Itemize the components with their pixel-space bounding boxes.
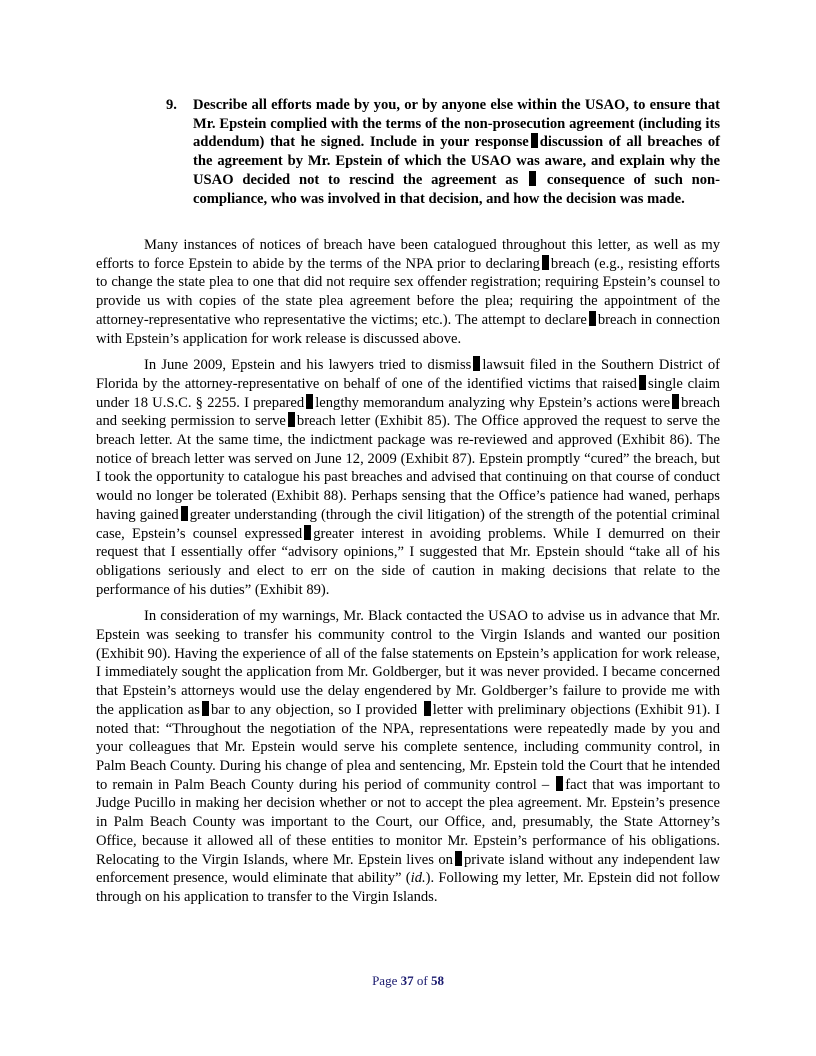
redaction-mark: [306, 394, 313, 409]
redaction-mark: [556, 776, 563, 791]
question-text-part-2: discussion of all breaches of the agreement by Mr. Epstein of which the USAO was aware, and explain why the USAO decided not to rescind the agreement as: [193, 134, 720, 188]
redaction-mark: [589, 311, 596, 326]
question-9: [166, 96, 720, 208]
text-run: single claim under 18 U.S.C. § 2255. I prepared: [96, 375, 720, 411]
redaction-mark: [473, 356, 480, 371]
text-run: In June 2009, Epstein and his lawyers tried to dismiss: [144, 357, 472, 374]
letter-body: [96, 236, 720, 915]
question-number: 9.: [166, 97, 177, 113]
paragraph-breach-catalogue: [96, 236, 720, 348]
text-run: breach and seeking permission to serve: [96, 394, 720, 430]
paragraph-virgin-islands: [96, 607, 720, 906]
redaction-mark: [672, 394, 679, 409]
text-run: breach (e.g., resisting efforts to change the state plea to one that did not require sex offender registration; requiring Epstein’s counsel to provide us with copies of the state plea agreement before the plea; requiring the appointment of the attorney-representative who representative the victims; etc.). The attempt to declare: [96, 255, 720, 328]
text-run: letter with preliminary objections (Exhibit 91). I noted that: “Throughout the negotiation of the NPA, representations were repeatedly made by you and your colleagues that Mr. Epstein would serve his complete sentence, including community control, in Palm Beach County. During his change of plea and sentencing, Mr. Epstein told the Court that he intended to remain in Palm Beach County during his period of community control –: [96, 701, 720, 793]
page-label: Page: [372, 973, 398, 988]
redaction-mark: [455, 851, 462, 866]
question-text-part-3: consequence of such non-compliance, who was involved in that decision, and how the decision was made.: [193, 171, 720, 207]
redaction-mark: [542, 255, 549, 270]
text-run: private island without any independent law enforcement presence, would eliminate that ability” (: [96, 851, 720, 887]
text-run: bar to any objection, so I provided: [210, 701, 418, 718]
text-run: ). Following my letter, Mr. Epstein did not follow through on his application to transfer to the Virgin Islands.: [96, 870, 720, 905]
page-total: 58: [430, 973, 444, 988]
paragraph-june-2009: [96, 356, 720, 599]
redaction-mark: [639, 375, 646, 390]
page-of: of: [416, 973, 428, 988]
redaction-mark: [529, 171, 536, 186]
redaction-mark: [531, 133, 538, 148]
text-run: fact that was important to Judge Pucillo in making her decision whether or not to accept the plea agreement. Mr. Epstein’s presence in Palm Beach County was important to the Court, our Office, and, presumably, the State Attorney’s Office, because it allowed all of these entities to monitor Mr. Epstein’s performance of his obligations. Relocating to the Virgin Islands, where Mr. Epstein lives on: [96, 776, 721, 868]
redaction-mark: [202, 701, 209, 716]
text-run: greater understanding (through the civil litigation) of the strength of the potential criminal case, Epstein’s counsel expressed: [96, 506, 720, 542]
text-run: breach in connection with Epstein’s application for work release is discussed above.: [96, 311, 720, 347]
text-run: In consideration of my warnings, Mr. Black contacted the USAO to advise us in advance that Mr. Epstein was seeking to transfer his community control to the Virgin Islands and wanted our position (Exhibit 90). Having the experience of all of the false statements on Epstein’s application for work release, I immediately sought the application from Mr. Goldberger, but it was never provided. I became concerned that Epstein’s attorneys would use the delay engendered by Mr. Goldberger’s failure to provide me with the application as: [96, 608, 720, 718]
text-run: greater interest in avoiding problems. While I demurred on their request that I essentially offer “advisory opinions,” I suggested that Mr. Epstein should “take all of his obligations seriously and elect to err on the side of caution in making decisions that relate to the performance of his duties” (Exhibit 89).: [96, 525, 720, 598]
redaction-mark: [304, 525, 311, 540]
page-current: 37: [400, 973, 414, 988]
redaction-mark: [424, 701, 431, 716]
question-text: [193, 96, 720, 208]
question-text-part-1: Describe all efforts made by you, or by anyone else within the USAO, to ensure that Mr. Epstein complied with the terms of the non-prosecution agreement (including its addendum) that he signed. Include in your response: [193, 97, 720, 151]
text-run: breach letter (Exhibit 85). The Office approved the request to serve the breach letter. At the same time, the indictment package was re-reviewed and approved (Exhibit 86). The notice of breach letter was served on June 12, 2009 (Exhibit 87). Epstein promptly “cured” the breach, but I took the opportunity to catalogue his past breaches and advised that continuing on that course of conduct would no longer be tolerated (Exhibit 88). Perhaps sensing that the Office’s patience had waned, perhaps having gained: [96, 413, 720, 523]
redaction-mark: [181, 506, 188, 521]
text-run: lawsuit filed in the Southern District of Florida by the attorney-representative on behalf of one of the identified victims that raised: [96, 357, 720, 392]
citation-id: id.: [410, 870, 426, 887]
text-run: lengthy memorandum analyzing why Epstein’s actions were: [315, 394, 671, 411]
page-footer: [0, 973, 816, 989]
redaction-mark: [288, 412, 295, 427]
text-run: Many instances of notices of breach have been catalogued throughout this letter, as well as my efforts to force Epstein to abide by the terms of the NPA prior to declaring: [96, 237, 720, 272]
